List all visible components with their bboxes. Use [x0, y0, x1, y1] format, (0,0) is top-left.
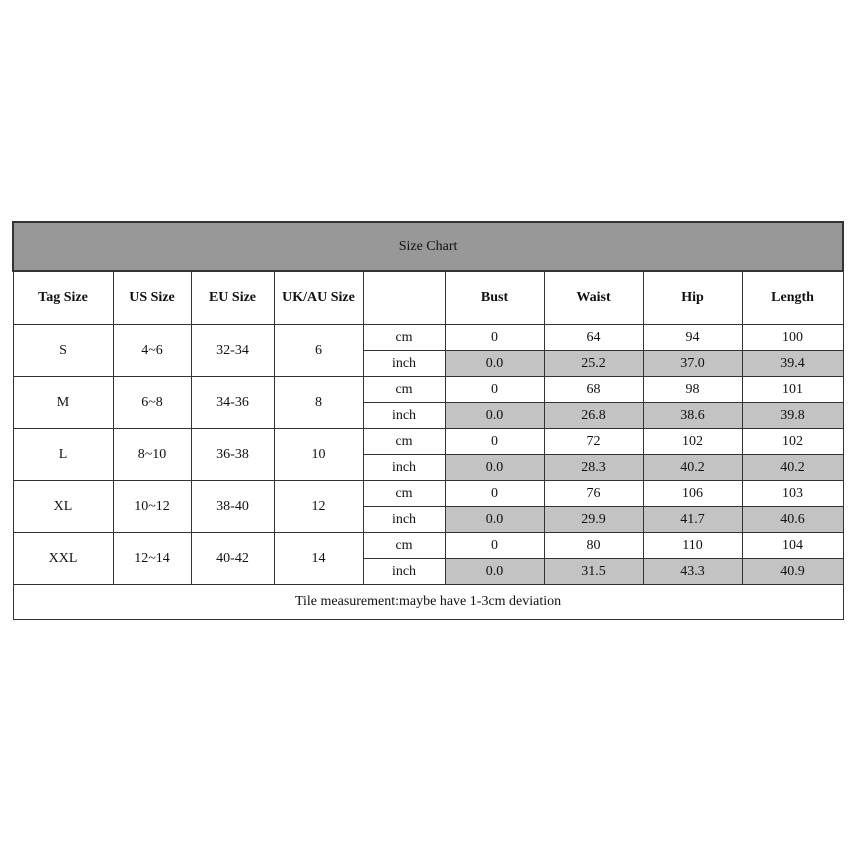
header-hip: Hip — [643, 271, 742, 325]
waist-value: 68 — [544, 377, 643, 403]
hip-value: 102 — [643, 429, 742, 455]
eu-size: 32-34 — [191, 325, 274, 377]
bust-value: 0 — [445, 481, 544, 507]
length-value: 102 — [742, 429, 843, 455]
length-value: 39.8 — [742, 403, 843, 429]
length-value: 100 — [742, 325, 843, 351]
ukau-size: 12 — [274, 481, 363, 533]
ukau-size: 14 — [274, 533, 363, 585]
table-row — [13, 377, 843, 403]
header-eu-size: EU Size — [191, 271, 274, 325]
table-row — [13, 481, 843, 507]
waist-value: 72 — [544, 429, 643, 455]
unit-label: inch — [363, 403, 445, 429]
header-bust: Bust — [445, 271, 544, 325]
header-waist: Waist — [544, 271, 643, 325]
tag-size: L — [13, 429, 113, 481]
us-size: 12~14 — [113, 533, 191, 585]
header-length: Length — [742, 271, 843, 325]
unit-label: inch — [363, 507, 445, 533]
measurement-note: Tile measurement:maybe have 1-3cm deviation — [13, 585, 843, 620]
waist-value: 26.8 — [544, 403, 643, 429]
header-tag-size: Tag Size — [13, 271, 113, 325]
table-row — [13, 429, 843, 455]
waist-value: 64 — [544, 325, 643, 351]
bust-value: 0.0 — [445, 455, 544, 481]
length-value: 40.6 — [742, 507, 843, 533]
eu-size: 34-36 — [191, 377, 274, 429]
unit-label: inch — [363, 455, 445, 481]
eu-size: 40-42 — [191, 533, 274, 585]
bust-value: 0 — [445, 377, 544, 403]
header-row — [13, 271, 843, 325]
ukau-size: 10 — [274, 429, 363, 481]
unit-label: cm — [363, 533, 445, 559]
hip-value: 41.7 — [643, 507, 742, 533]
hip-value: 40.2 — [643, 455, 742, 481]
tag-size: XL — [13, 481, 113, 533]
waist-value: 25.2 — [544, 351, 643, 377]
bust-value: 0.0 — [445, 351, 544, 377]
tag-size: S — [13, 325, 113, 377]
us-size: 8~10 — [113, 429, 191, 481]
header-unit — [363, 271, 445, 325]
length-value: 101 — [742, 377, 843, 403]
table-row — [13, 533, 843, 559]
us-size: 4~6 — [113, 325, 191, 377]
length-value: 39.4 — [742, 351, 843, 377]
length-value: 40.2 — [742, 455, 843, 481]
us-size: 6~8 — [113, 377, 191, 429]
length-value: 40.9 — [742, 559, 843, 585]
waist-value: 28.3 — [544, 455, 643, 481]
bust-value: 0.0 — [445, 403, 544, 429]
hip-value: 38.6 — [643, 403, 742, 429]
bust-value: 0.0 — [445, 559, 544, 585]
length-value: 103 — [742, 481, 843, 507]
hip-value: 98 — [643, 377, 742, 403]
unit-label: cm — [363, 481, 445, 507]
header-ukau-size: UK/AU Size — [274, 271, 363, 325]
table-row — [13, 325, 843, 351]
unit-label: inch — [363, 559, 445, 585]
eu-size: 36-38 — [191, 429, 274, 481]
hip-value: 43.3 — [643, 559, 742, 585]
ukau-size: 6 — [274, 325, 363, 377]
size-chart-table — [12, 221, 844, 620]
ukau-size: 8 — [274, 377, 363, 429]
us-size: 10~12 — [113, 481, 191, 533]
length-value: 104 — [742, 533, 843, 559]
hip-value: 94 — [643, 325, 742, 351]
hip-value: 110 — [643, 533, 742, 559]
header-us-size: US Size — [113, 271, 191, 325]
tag-size: M — [13, 377, 113, 429]
waist-value: 76 — [544, 481, 643, 507]
bust-value: 0 — [445, 429, 544, 455]
unit-label: cm — [363, 429, 445, 455]
unit-label: inch — [363, 351, 445, 377]
waist-value: 31.5 — [544, 559, 643, 585]
bust-value: 0.0 — [445, 507, 544, 533]
waist-value: 29.9 — [544, 507, 643, 533]
hip-value: 106 — [643, 481, 742, 507]
hip-value: 37.0 — [643, 351, 742, 377]
waist-value: 80 — [544, 533, 643, 559]
unit-label: cm — [363, 325, 445, 351]
bust-value: 0 — [445, 533, 544, 559]
tag-size: XXL — [13, 533, 113, 585]
unit-label: cm — [363, 377, 445, 403]
chart-title: Size Chart — [13, 222, 843, 271]
eu-size: 38-40 — [191, 481, 274, 533]
bust-value: 0 — [445, 325, 544, 351]
